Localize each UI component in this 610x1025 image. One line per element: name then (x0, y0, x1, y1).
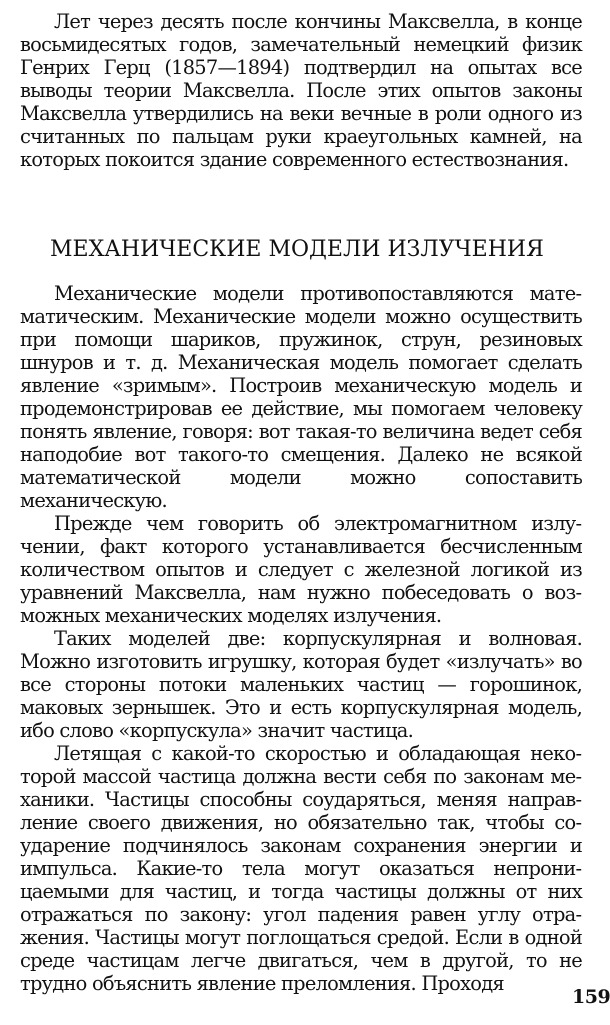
paragraph-before-electromagnetic: Прежде чем говорить об электромагнитном излучении, факт которого устанавливается бесчисленным количеством опытов и следует с железной логикой из уравнений Максвелла, нам нужно побеседовать о возможных механических моделях излучения. (20, 512, 582, 627)
page-number: 159 (572, 986, 610, 1008)
paragraph-two-models: Таких моделей две: корпускулярная и волновая. Можно изготовить игрушку, которая будет «излучать» во все стороны потоки маленьких частиц — горошинок, маковых зернышек. Это и есть корпускулярная модель, ибо слово «корпускула» значит частица. (20, 627, 582, 742)
section-heading: МЕХАНИЧЕСКИЕ МОДЕЛИ ИЗЛУЧЕНИЯ (50, 237, 544, 262)
book-page (20, 0, 610, 1025)
section-body (20, 282, 582, 995)
intro-paragraph: Лет через десять после кончины Максвелла, в конце восьмидесятых годов, замечательный немецкий физик Генрих Герц (1857—1894) подтвердил на опытах все выводы теории Максвелла. После этих опытов законы Максвелла утвердились на веки вечные в роли одного из считанных по пальцам руки краеугольных камней, на которых покоится здание современного естествознания. (20, 10, 582, 171)
paragraph-particle-mechanics: Летящая с какой-то скоростью и обладающая некоторой массой частица должна вести себя по законам механики. Частицы способны соударяться, меняя направление своего движения, но обязательно так, чтобы соударение подчинялось законам сохранения энергии и импульса. Какие-то тела могут оказаться непроницаемыми для частиц, и тогда частицы должны от них отражаться по закону: угол падения равен углу отражения. Частицы могут поглощаться средой. Если в одной среде частицам легче двигаться, чем в другой, то не трудно объяснить явление преломления. Проходя (20, 742, 582, 995)
paragraph-mechanical-models: Механические модели противопоставляются математическим. Механические модели можно осуществить при помощи шариков, пружинок, струн, резиновых шнуров и т. д. Механическая модель помогает сделать явление «зримым». Построив механическую модель и продемонстрировав ее действие, мы помогаем человеку понять явление, говоря: вот такая-то величина ведет себя наподобие вот такого-то смещения. Далеко не всякой математической модели можно сопоставить механическую. (20, 282, 582, 512)
